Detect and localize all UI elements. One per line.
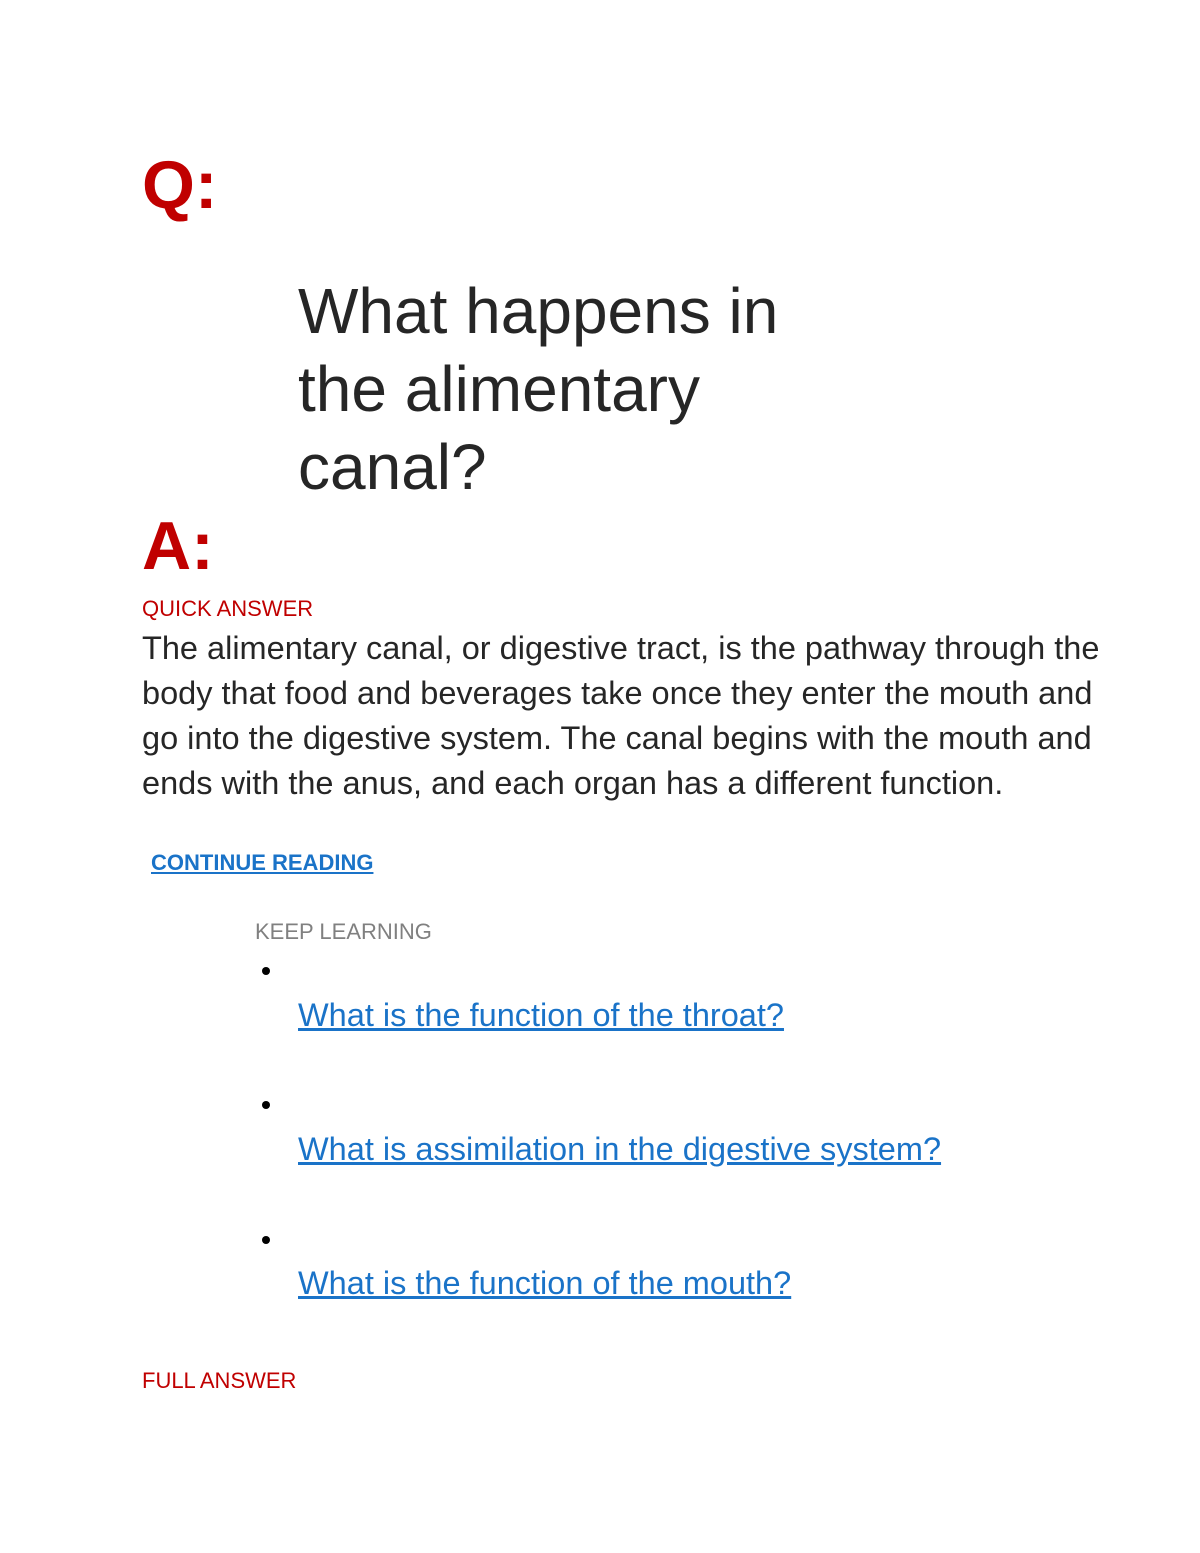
keep-learning-label: KEEP LEARNING — [255, 919, 432, 944]
related-question-link[interactable]: What is assimilation in the digestive system? — [298, 1131, 942, 1167]
answer-marker: A: — [142, 508, 214, 584]
bullet-icon — [262, 1236, 270, 1244]
related-question-link[interactable]: What is the function of the throat? — [298, 997, 784, 1033]
bullet-icon — [262, 967, 270, 975]
quick-answer-label: QUICK ANSWER — [142, 596, 314, 621]
related-question-link[interactable]: What is the function of the mouth? — [298, 1265, 792, 1301]
continue-reading-link[interactable]: CONTINUE READING — [151, 850, 374, 875]
full-answer-label: FULL ANSWER — [142, 1368, 297, 1393]
bullet-icon — [262, 1101, 270, 1109]
question-title: What happens in the alimentary canal? — [298, 275, 779, 503]
question-marker: Q: — [142, 147, 218, 223]
quick-answer-text: The alimentary canal, or digestive tract, is the pathway through the body that food and beverages take once they enter the mouth and go into the digestive system. The canal begins with the mouth and ends with the anus, and each organ has a different function. — [142, 630, 1100, 801]
